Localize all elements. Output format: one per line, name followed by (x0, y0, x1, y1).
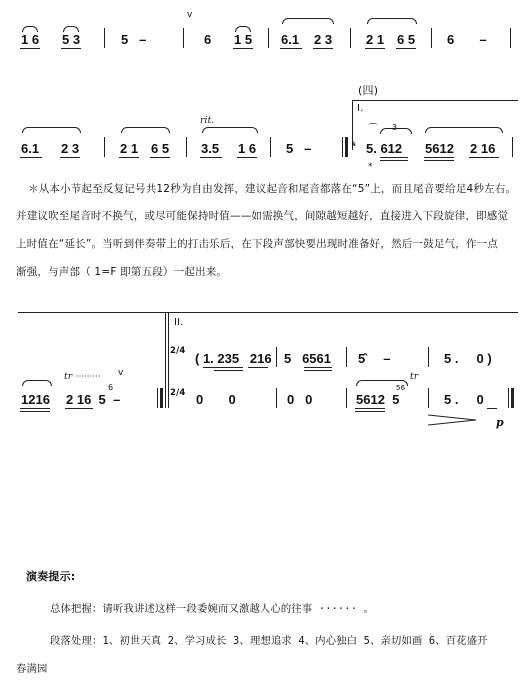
underline (61, 48, 81, 49)
barline (346, 347, 347, 367)
slur (235, 26, 251, 32)
note-5-dash: 5 – (121, 32, 147, 47)
repeat-sign: 𝄋 (352, 140, 357, 150)
underline (365, 48, 385, 49)
barline (157, 388, 158, 408)
barline (104, 28, 105, 48)
underline (355, 408, 385, 409)
note-group-2-3: 2 3 (314, 32, 333, 47)
volta-bracket-divider (165, 312, 166, 408)
barline (183, 28, 184, 48)
note-line-3: 上时值在“延长”。当听到伴奏带上的打击乐后，在下段声部快要出现时准备好，然后一鼓足气，作一点 (16, 238, 499, 250)
slur (121, 127, 170, 133)
slur (367, 18, 417, 24)
upper-m1: ( 1. 235 216 (195, 351, 272, 366)
volta-bracket-2 (168, 312, 518, 313)
barline (346, 388, 347, 408)
barline (342, 137, 343, 157)
performance-heading: 演奏提示: (26, 570, 76, 583)
underline (280, 48, 302, 49)
slur (356, 380, 408, 386)
underline (380, 157, 408, 158)
underline (20, 48, 40, 49)
slur (22, 127, 81, 133)
trill-mark-1: tr (64, 372, 73, 382)
note-6: 6 (204, 32, 212, 47)
trill-line: ········· (76, 372, 101, 381)
lower-m2: 0 0 (287, 392, 313, 407)
barline (276, 388, 277, 408)
barline (270, 137, 271, 157)
time-signature: 2/4 (170, 346, 186, 356)
slur (202, 127, 258, 133)
underline (248, 367, 268, 368)
note-group-6-5: 6 5 (397, 32, 416, 47)
repeat-barline (160, 388, 163, 408)
time-signature-lower: 2/4 (170, 388, 186, 398)
barline (104, 137, 105, 157)
triplet-mark: 3 (392, 123, 398, 132)
decrescendo-hairpin (428, 414, 478, 426)
section-number: (四) (358, 84, 379, 97)
fermata: ⌒ (368, 124, 379, 135)
breath-mark: v (118, 368, 124, 378)
upper-m4: 5 . 0 ) (444, 351, 492, 366)
lower-m1: 0 0 (196, 392, 236, 407)
note-group-2-1: 2 1 (366, 32, 385, 47)
barline (508, 388, 509, 408)
underline (65, 408, 93, 409)
note-group-2-3: 2 3 (61, 141, 80, 156)
underline (150, 157, 170, 158)
volta-1-label: I. (357, 103, 364, 114)
underline (304, 370, 332, 371)
volta-2-label: II. (174, 317, 184, 328)
lower-m0b: 2 16 5 – (66, 392, 121, 407)
note-group-1-6: 1 6 (21, 32, 40, 47)
slur (380, 128, 412, 134)
barline (268, 28, 269, 48)
star-mark: * (368, 162, 373, 172)
barline (276, 347, 277, 367)
note-group-5-3: 5 3 (62, 32, 81, 47)
lower-m0a: 1216 (21, 392, 50, 407)
repeat-barline (345, 137, 348, 157)
barline (512, 137, 513, 157)
underline (237, 157, 257, 158)
slur (22, 26, 38, 32)
barline (428, 388, 429, 408)
trill-mark-2: tr (410, 372, 419, 382)
note-line-2: 并建议吹至尾音时不换气，或尽可能保持时值——如需换气，间隙越短越好，直接进入下段旋律，即感觉 (16, 210, 509, 222)
underline (233, 48, 253, 49)
note-group-6-1: 6.1 (21, 141, 40, 156)
grace-note-2: 56 (396, 384, 406, 392)
dynamic-p: p (496, 416, 504, 429)
barline (431, 28, 432, 48)
underline (396, 48, 416, 49)
barline (350, 28, 351, 48)
upper-m2: 5 6561 (284, 351, 331, 366)
final-barline (511, 388, 514, 408)
slur (22, 380, 52, 386)
note-line-1: ＊从本小节起至反复记号共12秒为自由发挥，建议起音和尾音都落在“5”上，而且尾音要给足4秒左右。 (28, 183, 517, 195)
underline (424, 160, 454, 161)
lower-m3: 5612 5 (356, 392, 400, 407)
underline (487, 408, 497, 409)
slur (63, 26, 79, 32)
upper-m3: 5̂ – (358, 351, 391, 366)
note-group-6-1: 6.1 (281, 32, 300, 47)
performance-overall: 总体把握：请听我讲述这样一段委婉而又激越人心的往事 ······ 。 (50, 603, 375, 615)
barline (510, 28, 511, 48)
underline (20, 411, 50, 412)
rit-marking: rit. (200, 116, 215, 126)
performance-sections-cont: 春满园 (16, 663, 48, 675)
note-group-2-1: 2 1 (120, 141, 139, 156)
underline (355, 411, 385, 412)
barline (186, 137, 187, 157)
note-group-2-16: 2 16 (470, 141, 496, 156)
underline (469, 157, 499, 158)
volta-bracket-divider-2 (168, 312, 169, 408)
underline (380, 160, 408, 161)
note-group-3-5: 3.5 (201, 141, 220, 156)
volta-bracket-1-end (18, 312, 168, 313)
note-group-1-5: 1 5 (234, 32, 253, 47)
note-5-dash: 5 – (286, 141, 312, 156)
underline (214, 370, 243, 371)
underline (203, 367, 243, 368)
underline (304, 367, 332, 368)
underline (60, 157, 80, 158)
performance-sections: 段落处理：1、初世天真 2、学习成长 3、理想追求 4、内心独白 5、亲切如画 6、百花盛开 (50, 635, 488, 647)
underline (20, 408, 50, 409)
underline (313, 48, 333, 49)
barline (428, 347, 429, 367)
note-group-1-6: 1 6 (238, 141, 257, 156)
volta-bracket-1 (352, 100, 518, 101)
underline (200, 157, 222, 158)
note-group-6-5: 6 5 (151, 141, 170, 156)
underline (119, 157, 139, 158)
grace-note-1: 6 (108, 383, 114, 392)
breath-mark: v (187, 10, 193, 20)
slur (282, 18, 334, 24)
slur (425, 127, 503, 133)
note-group-5612: 5612 (425, 141, 454, 156)
underline (20, 157, 42, 158)
note-line-4: 渐强，与声部（ 1=F 即第五段）一起出来。 (16, 266, 228, 278)
underline (424, 157, 454, 158)
lower-m4: 5 . 0 (444, 392, 484, 407)
note-group-5-612: 5. 612 (366, 141, 403, 156)
note-6-dash: 6 – (447, 32, 487, 47)
